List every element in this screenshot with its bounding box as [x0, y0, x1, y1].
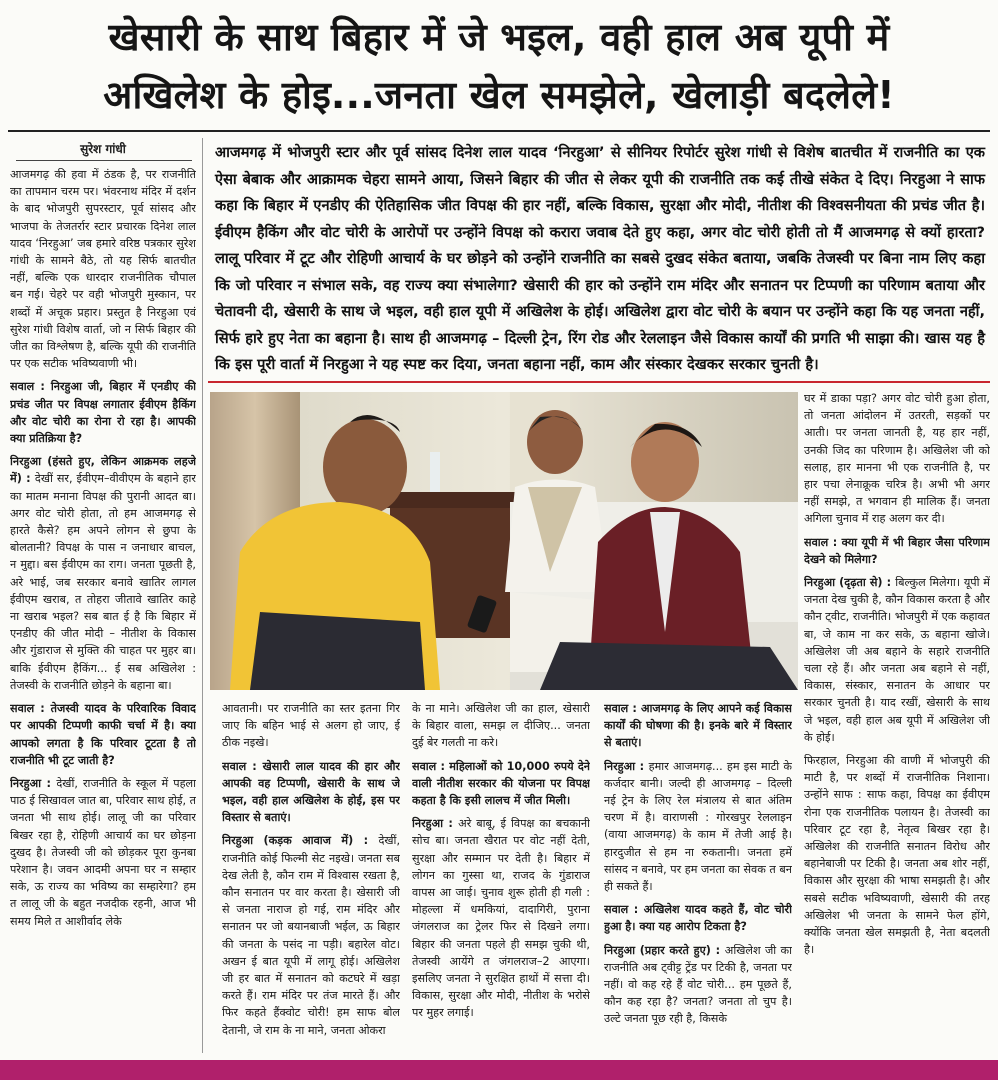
answer-paragraph: [412, 815, 590, 1021]
top-rule: [8, 130, 990, 132]
answer-text: देखीं सर, ईवीएम–वीवीएम के बहाने हार का मातम मनाना विपक्ष की पुरानी आदत बा। अगर वोट चोरी होता, तो हम आजमगढ़ से हारते कैसे? हम अपने लोगन से छुपा के बोलतानी? विपक्ष के पास न जनाधार बाचल, न मुद्दा। बस ईवीएम का राग। जनता पूछती है, अरे भाई, जब सरकार बनावे खातिर लागल ईवीएम खराब, त तोहरा जीतावे खातिर काहे ना खराब भइल? सब बात ई है कि बिहार में एनडीए की जीत मोदी – नीतीश के विकास और गुंडाराज से मुक्ति की चाहत पर मुहर बा। बाकि ईवीएम हैकिंग... ई सब अखिलेश : तेजस्वी के राजनीति छोड़ने के बहाना बा।: [10, 472, 196, 692]
paragraph-gap: [604, 1028, 792, 1034]
answer-paragraph: [604, 758, 792, 896]
column-4: [604, 700, 792, 1056]
headline-line-1: खेसारी के साथ बिहार में जे भइल, वही हाल अब यूपी में: [108, 15, 890, 59]
column-divider: [202, 138, 203, 1053]
answer-paragraph: [222, 832, 400, 1038]
body-paragraph: फिरहाल, निरहुआ की वाणी में भोजपुरी की माटी है, पर शब्दों में राजनीतिक निशाना। उन्होंने साफ : साफ कहा, विपक्ष का ईवीएम रोना एक राजनीतिक पलायन है। तेजस्वी का परिवार टूट रहा है, नेतृत्व बिखर रहा है। अखिलेश की राजनीति सनातन विरोध और बहानेबाजी पर टिकी है। जनता अब शोर नहीं, विकास और सुरक्षा की भाषा समझती है। और सबसे सटीक भविष्यवाणी, खेसारी की तरह अखिलेश भी जनता के सामने फेल होंगे, क्योंकि जनता खेल समझती है, नेता बदलती है।: [804, 754, 990, 957]
speaker-label: निरहुआ (हंसते हुए, लेकिन आक्रमक लहजे में) :: [10, 455, 196, 486]
byline-rule: [16, 160, 192, 161]
paragraph-gap: [804, 959, 990, 965]
question-paragraph: सवाल : तेजस्वी यादव के परिवारिक विवाद पर आपकी टिप्पणी काफी चर्चा में है। क्या आपको लगता है कि परिवार टूटता है तो राजनीति भी टूट जाती है?: [10, 702, 196, 767]
question-paragraph: सवाल : खेसारी लाल यादव की हार और आपकी वह टिप्पणी, खेसारी के साथ जे भइल, वही हाल अखिलेश के होई, इस पर विस्तार से बताएं।: [222, 759, 400, 825]
intro-rule: [208, 381, 990, 383]
answer-text: बिल्कुल मिलेगा। यूपी में जनता देख चुकी है, कौन विकास करता है और कौन ट्वीट, राजनीति। भोजपुरी में एक कहावत बा, जे काम ना कर सके, ऊ बहाना खोजे। अखिलेश जी अब बहाने के सहारे राजनीति चला रहे हैं। और जनता अब बहाने से नहीं, विकास, संस्कार, सनातन के आधार पर सरकार चुनती है। याद रखीं, खेसारी के साथ जे भइल, वही हाल अब यूपी में अखिलेश जी के होई।: [804, 576, 990, 744]
body-paragraph: के ना माने। अखिलेश जी का हाल, खेसारी के बिहार वाला, समझ ल दीजिए... जनता दुई बेर गलती ना करे।: [412, 702, 590, 750]
answer-paragraph: [604, 942, 792, 1028]
answer-text: देखीं, राजनीति के स्कूल में पहला पाठ ई सिखावल जात बा, परिवार साथ होई, त जनता भी साथ होई। लालू जी का परिवार बिखर रहा है, रोहिणी आचार्य का घर छोड़ना दुखद है। तेजस्वी जी को छोड़कर पूरा कुनबा परेशान है। जवन आदमी अपना घर न सम्हार सके, ऊ राज्य का भविष्य का सम्हारेगा? हम त लालू जी के बहुत नजदीक रहनी, आज भी समय मिले त आशीर्वाद लेके: [10, 776, 196, 928]
body-paragraph: घर में डाका पड़ा? अगर वोट चोरी हुआ होता, तो जनता आंदोलन में उतरती, सड़कों पर आती। पर जनता जानती है, यह हार नहीं, उनकी जिद का परिणाम है। अखिलेश जी को सलाह, हार मानना भी एक राजनीति है, पर हार पचा लेनाक्रूक चरित्र है। अभी भी अगर नहीं समझे, त भगवान ही मालिक हैं। जनता अगिला चुनाव में राह अलग कर दी।: [804, 392, 990, 526]
speaker-label: निरहुआ :: [10, 776, 57, 790]
headline-line-2: अखिलेश के होइ...जनता खेल समझेले, खेलाड़ी बदलेले!: [103, 73, 895, 117]
body-paragraph: आवतानी। पर राजनीति का स्तर इतना गिर जाए कि बहिन भाई से अलग हो जाए, ई ठीक नइखे।: [222, 702, 400, 750]
byline: सुरेश गांधी: [80, 142, 126, 156]
column-2: [222, 700, 400, 1056]
paragraph-gap: [412, 1022, 590, 1028]
column-5: [804, 390, 990, 1056]
speaker-label: निरहुआ :: [412, 817, 459, 831]
column-1: [10, 166, 196, 1054]
speaker-label: निरहुआ :: [604, 759, 649, 773]
paragraph-gap: [10, 930, 196, 936]
bottom-bar: [0, 1060, 998, 1080]
answer-text: हमार आजमगढ़... हम इस माटी के कर्जदार बानी। जल्दी ही आजमगढ़ – दिल्ली नई ट्रेन के लिए रेल मंत्रालय से बात अंतिम चरण में है। वाराणसी : गोरखपुर रेललाइन (वाया आजमगढ़) के काम में तेजी आई है। हारदुजीत से हम ना रुकतानी। जनता हमें सांसद न बनावे, पर हम जनता का सेवक त बन ही सकते हैं।: [604, 759, 792, 894]
question-paragraph: सवाल : आजमगढ़ के लिए आपने कई विकास कार्यों की घोषणा की है। इनके बारे में विस्तार से बताएं।: [604, 702, 792, 750]
interview-photo: [210, 392, 798, 690]
question-paragraph: सवाल : क्या यूपी में भी बिहार जैसा परिणाम देखने को मिलेगा?: [804, 535, 990, 566]
speaker-label: निरहुआ (प्रहार करते हुए) :: [604, 943, 725, 957]
answer-paragraph: [804, 574, 990, 746]
intro-paragraph: आजमगढ़ में भोजपुरी स्टार और पूर्व सांसद दिनेश लाल यादव ‘निरहुआ’ से सीनियर रिपोर्टर सुरेश गांधी से विशेष बातचीत में राजनीति का एक ऐसा बेबाक और आक्रामक चेहरा सामने आया, जिसने बिहार की जीत से लेकर यूपी की राजनीति तक कई तीखे संकेत दे दिए। निरहुआ ने साफ कहा कि बिहार में एनडीए की ऐतिहासिक जीत विपक्ष की हार नहीं, बल्कि विकास, सुरक्षा और मोदी, नीतीश की विश्वसनीयता की प्रचंड जीत है। ईवीएम हैकिंग और वोट चोरी के आरोपों पर उन्होंने विपक्ष को करारा जवाब देते हुए कहा, अगर वोट चोरी होती तो मैं आजमगढ़ से क्यों हारता? लालू परिवार में टूट और रोहिणी आचार्य के घर छोड़ने को उन्होंने राजनीति का सबसे दुखद संकेत बताया, जबकि तेजस्वी पर बिना नाम लिए कहा कि जो परिवार न संभाल सके, वह राज्य क्या संभालेगा? खेसारी की हार को उन्होंने राम मंदिर और सनातन पर टिप्पणी का परिणाम बताया और चेतावनी दी, खेसारी के साथ जे भइल, वही हाल यूपी में अखिलेश के होई। अखिलेश द्वारा वोट चोरी के बयान पर उन्होंने कहा कि यह जनता नहीं, सिर्फ हारे हुए नेता का बहाना है। साथ ही आजमगढ़ – दिल्ली ट्रेन, रिंग रोड और रेललाइन जैसे विकास कार्यों की प्रगति भी साझा की। खास यह है कि इस पूरी वार्ता में निरहुआ ने यह स्पष्ट कर दिया, जनता बहाना नहीं, काम और संस्कार देखकर सरकार चुनती है।: [215, 144, 985, 373]
answer-text: अरे बाबू, ई विपक्ष का बचकानी सोच बा। जनता खैरात पर वोट नहीं देती, सुरक्षा और सम्मान पर देती है। बिहार में लोगन का गुस्सा था, राजद के गुंडाराज वापस आ जाई। चुनाव शुरू होती ही गली : मोहल्ला में धमकियां, दादागिरी, पुराना जंगलराज का ट्रेलर फिर से दिखने लगा। बिहार की जनता पहले ही समझ चुकी थी, तेजस्वी आयेंगे त जंगलराज–2 आएगा। इसलिए जनता ने सुरक्षित हाथों में सत्ता दी। विकास, सुरक्षा और मोदी, नीतीश के भरोसे पर मुहर लगाई।: [412, 817, 590, 1020]
question-paragraph: सवाल : महिलाओं को 10,000 रुपये देने वाली नीतीश सरकार की योजना पर विपक्ष कहता है कि इसी लालच में जीत मिली।: [412, 759, 590, 808]
answer-text: देखीं, राजनीति कोई फिल्मी सेट नइखे। जनता सब देख लेती है, कौन राम में विश्वास रखता है, कौन सनातन पर वार करता है। खेसारी जी से जनता नाराज हो गई, राम मंदिर और सनातन पर जो बयानबाजी भईल, ऊ बिहार की जनता के पसंद ना पड़ी। बहारेल वोट। अखन ई बात यूपी में लागू होई। अखिलेश जी हर बात में सनातन को कटघरे में खड़ा करते हैं। राम मंदिर पर तंज मारते हैं। और फिर कहते हैंक्वोट चोरी! हम साफ बोल देतानी, जे राम के ना माने, जनता ओकरा: [222, 834, 400, 1037]
question-paragraph: सवाल : अखिलेश यादव कहते हैं, वोट चोरी हुआ है। क्या यह आरोप टिकता है?: [604, 903, 792, 934]
answer-paragraph: [10, 453, 196, 694]
answer-text: अखिलेश जी का राजनीति अब ट्वीट्ट ट्रेंड पर टिकी है, जनता पर नहीं। वो कह रहे हैं वोट चोरी... हम पूछते हैं, कौन कह रहा है? जनता? जनता तो चुप है। उल्टे जनता पूछ रही है, किसके: [604, 943, 792, 1026]
body-paragraph: आजमगढ़ की हवा में ठंडक है, पर राजनीति का तापमान चरम पर। भंवरनाथ मंदिर में दर्शन के बाद भोजपुरी सुपरस्टार, पूर्व सांसद और भाजपा के तेजतर्रार स्टार प्रचारक दिनेश लाल यादव ‘निरहुआ’ जब हमारे वरिष्ठ पत्रकार सुरेश गांधी के सामने बैठे, तो यह सिर्फ बातचीत नहीं, बल्कि एक धारदार राजनीतिक चौपाल बन गई। चेहरे पर वही भोजपुरी मुस्कान, पर शब्दों में अचूक प्रहार। प्रस्तुत है निरहुआ एवं सुरेश गांधी विशेष वार्ता, जो न सिर्फ बिहार की जीत का विश्लेषण है, बल्कि यूपी की राजनीति पर एक सटीक भविष्यवाणी भी।: [10, 168, 196, 371]
speaker-label: निरहुआ (दृढ़ता से) :: [804, 576, 896, 590]
column-3: [412, 700, 590, 1056]
paragraph-gap: [222, 1039, 400, 1045]
speaker-label: निरहुआ (कड़क आवाज में) :: [222, 834, 379, 848]
answer-paragraph: [10, 775, 196, 930]
question-paragraph: सवाल : निरहुआ जी, बिहार में एनडीए की प्रचंड जीत पर विपक्ष लगातार ईवीएम हैकिंग और वोट चोरी का रोना रो रहा है। आपकी क्या प्रतिक्रिया है?: [10, 380, 196, 446]
headline: [8, 8, 990, 124]
